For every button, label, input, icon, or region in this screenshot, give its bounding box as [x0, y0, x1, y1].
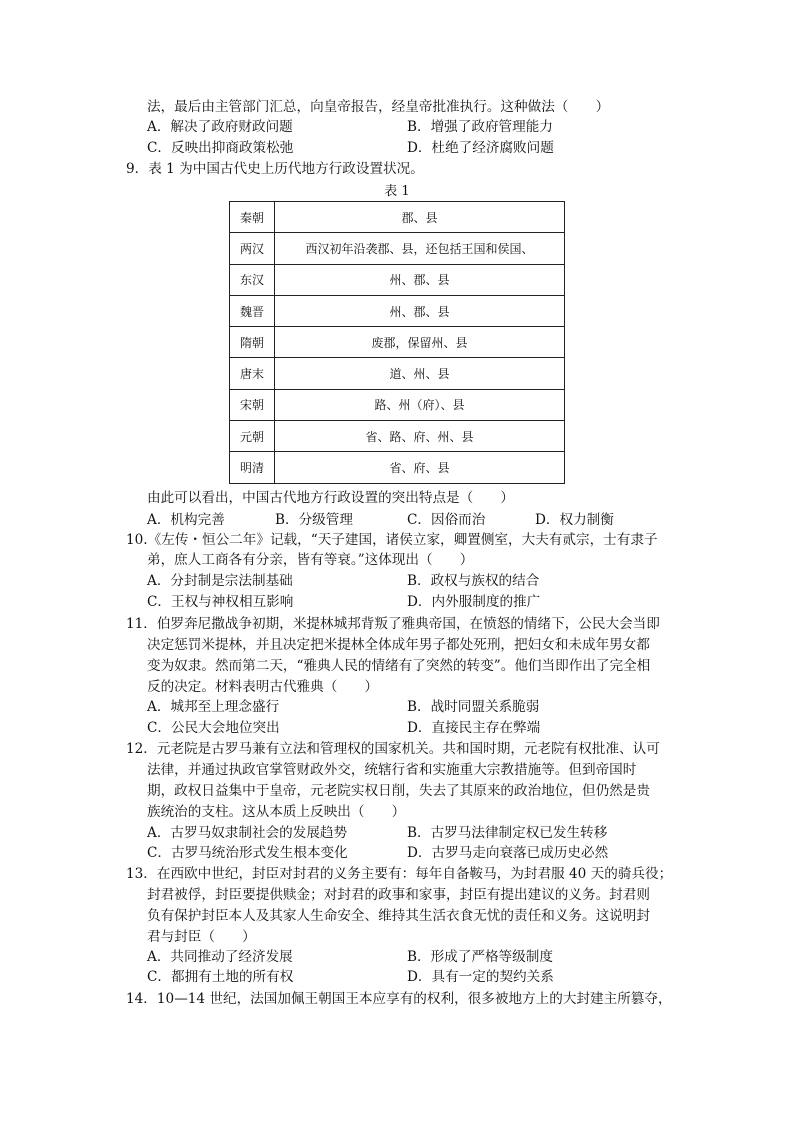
- option-a: A．共同推动了经济发展: [147, 949, 293, 965]
- table-row: [230, 264, 565, 295]
- era-cell: 隋朝: [230, 327, 275, 358]
- setup-cell: 州、郡、县: [275, 264, 565, 295]
- question-text: 由此可以看出，中国古代地方行政设置的突出特点是（ ）: [147, 490, 515, 506]
- question-text: 君与封臣（ ）: [147, 929, 256, 945]
- question-text: 负有保护封臣本人及其家人生命安全、维持其生活衣食无忧的责任和义务。这说明封: [147, 908, 650, 924]
- option-d: D．权力制衡: [535, 512, 614, 528]
- option-a: A．机构完善: [147, 512, 225, 528]
- table-row: [230, 389, 565, 420]
- question-text: 变为奴隶。然而第二天，“雅典人民的情绪有了突然的转变”。他们当即作出了完全相: [147, 658, 651, 674]
- table-caption: 表 1: [384, 184, 410, 199]
- question-text: 决定惩罚米提林，并且决定把米提林全体成年男子都处死刑，把妇女和未成年男女都: [147, 637, 650, 653]
- table-row: [230, 358, 565, 389]
- question-text: 14．10—14 世纪，法国加佩王朝国王本应享有的权利，很多被地方上的大封建主所篡夺，: [126, 991, 672, 1007]
- setup-cell: 省、府、县: [275, 452, 565, 483]
- era-cell: 唐末: [230, 358, 275, 389]
- option-a: A．分封制是宗法制基础: [147, 573, 293, 589]
- question-text: 9．表 1 为中国古代史上历代地方行政设置状况。: [126, 161, 424, 177]
- question-text: 法，最后由主管部门汇总，向皇帝报告，经皇帝批准执行。这种做法（ ）: [147, 99, 610, 115]
- option-b: B．增强了政府管理能力: [407, 119, 553, 135]
- setup-cell: 省、路、府、州、县: [275, 421, 565, 452]
- option-d: D．具有一定的契约关系: [407, 969, 554, 985]
- option-b: B．分级管理: [275, 512, 353, 528]
- table-row: [230, 421, 565, 452]
- era-cell: 东汉: [230, 264, 275, 295]
- table-row: [230, 327, 565, 358]
- setup-cell: 郡、县: [275, 202, 565, 233]
- option-b: B．政权与族权的结合: [407, 573, 540, 589]
- option-a: A．解决了政府财政问题: [147, 119, 293, 135]
- table-row: [230, 452, 565, 483]
- era-cell: 秦朝: [230, 202, 275, 233]
- question-text: 封君被俘，封臣要提供赎金；对封君的政事和家事，封臣有提出建议的义务。封君则: [147, 887, 650, 903]
- option-c: C．反映出抑商政策松弛: [147, 140, 294, 156]
- era-cell: 元朝: [230, 421, 275, 452]
- question-text: 10.《左传・恒公二年》记载，“天子建国，诸侯立家，卿置侧室，大夫有贰宗，士有隶子: [126, 532, 658, 548]
- table-row: [230, 233, 565, 264]
- option-b: B．形成了严格等级制度: [407, 949, 553, 965]
- question-text: 11．伯罗奔尼撒战争初期，米提林城邦背叛了雅典帝国，在愤怒的情绪下，公民大会当即: [126, 616, 660, 632]
- question-text: 期，政权日益集中于皇帝，元老院实权日削，失去了其原来的政治地位，但仍然是贵: [147, 783, 650, 799]
- table-row: [230, 295, 565, 326]
- option-d: D．古罗马走向衰落已成历史必然: [407, 845, 609, 861]
- option-c: C．因俗而治: [407, 512, 486, 528]
- option-d: D．直接民主存在弊端: [407, 720, 541, 736]
- table-row: [230, 202, 565, 233]
- option-a: A．城邦至上理念盛行: [147, 699, 280, 715]
- question-text: 12．元老院是古罗马兼有立法和管理权的国家机关。共和国时期，元老院有权批准、认可: [126, 741, 660, 757]
- question-text: 反的决定。材料表明古代雅典（ ）: [147, 679, 379, 695]
- option-d: D．内外服制度的推广: [407, 594, 541, 610]
- option-a: A．古罗马奴隶制社会的发展趋势: [147, 825, 348, 841]
- setup-cell: 路、州（府）、县: [275, 389, 565, 420]
- setup-cell: 州、郡、县: [275, 295, 565, 326]
- question-text: 13．在西欧中世纪，封臣对封君的义务主要有：每年自备鞍马，为封君服 40 天的骑兵役；: [126, 866, 673, 882]
- question-text: 弟，庶人工商各有分亲，皆有等衰。”这体现出（ ）: [147, 552, 474, 568]
- setup-cell: 西汉初年沿袭郡、县，还包括王国和侯国、: [275, 233, 565, 264]
- era-cell: 明清: [230, 452, 275, 483]
- setup-cell: 废郡，保留州、县: [275, 327, 565, 358]
- option-c: C．公民大会地位突出: [147, 720, 280, 736]
- admin-division-table: [229, 201, 565, 484]
- option-c: C．古罗马统治形式发生根本变化: [147, 845, 348, 861]
- question-text: 族统治的支柱。这从本质上反映出（ ）: [147, 804, 406, 820]
- question-text: 法律，并通过执政官掌管财政外交，统辖行省和实施重大宗教措施等。但到帝国时: [147, 762, 637, 778]
- option-b: B．战时同盟关系脆弱: [407, 699, 540, 715]
- era-cell: 两汉: [230, 233, 275, 264]
- era-cell: 魏晋: [230, 295, 275, 326]
- setup-cell: 道、州、县: [275, 358, 565, 389]
- option-d: D．杜绝了经济腐败问题: [407, 140, 554, 156]
- option-c: C．都拥有土地的所有权: [147, 969, 294, 985]
- option-b: B．古罗马法律制定权已发生转移: [407, 825, 608, 841]
- option-c: C．王权与神权相互影响: [147, 594, 294, 610]
- era-cell: 宋朝: [230, 389, 275, 420]
